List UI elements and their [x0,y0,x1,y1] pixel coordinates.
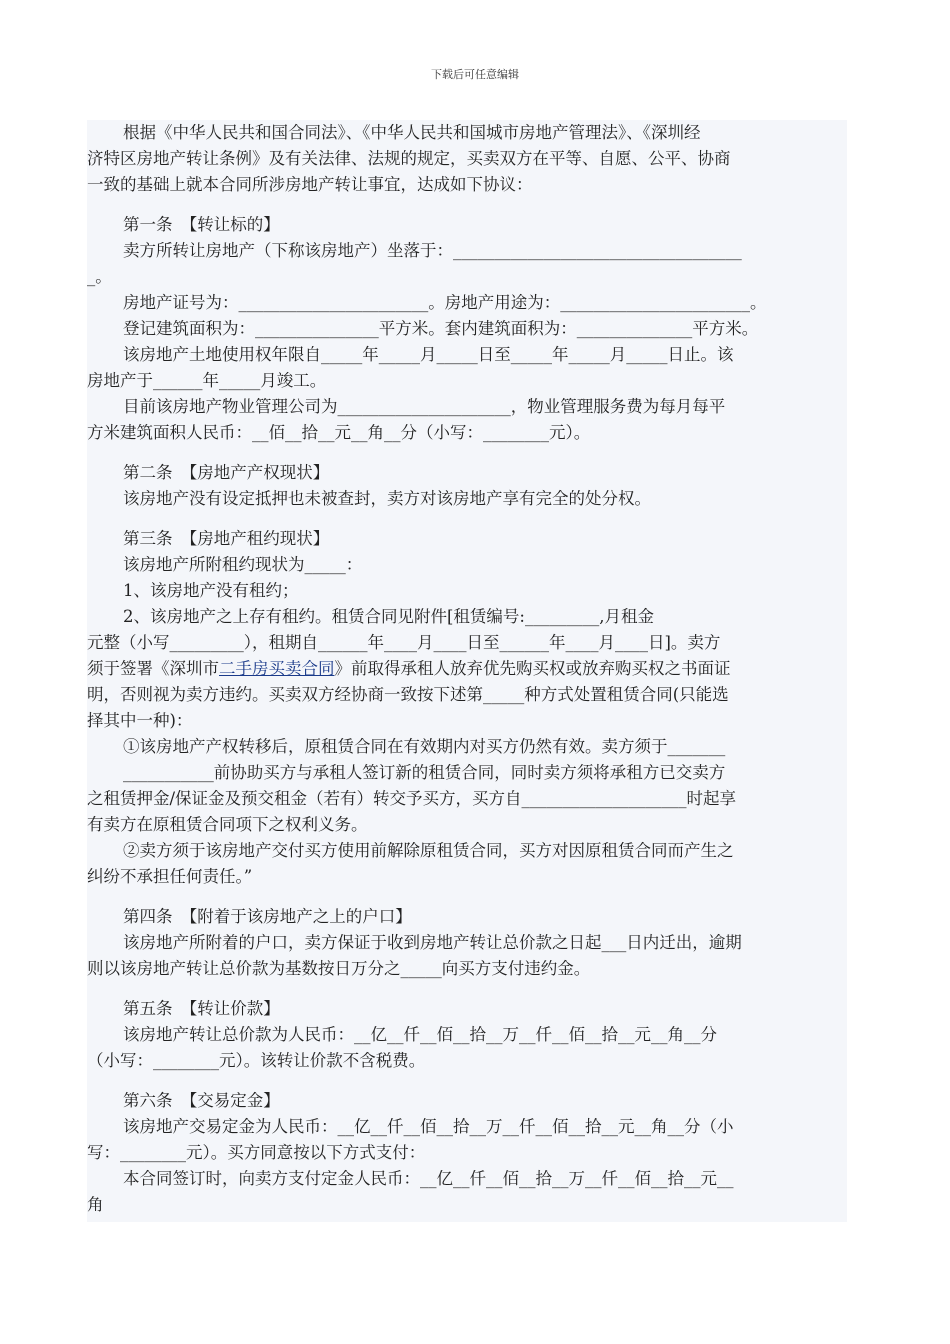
page-header: 下载后可任意编辑 [431,68,519,81]
article-3-line: ①该房地产产权转移后，原租赁合同在有效期内对买方仍然有效。卖方须于_______ [123,737,726,756]
intro-line-2: 济特区房地产转让条例》及有关法律、法规的规定，买卖双方在平等、自愿、公平、协商 [87,149,731,168]
article-5-line: （小写：________元）。该转让价款不含税费。 [87,1051,426,1070]
article-6-line: 本合同签订时，向卖方支付定金人民币：__亿__仟__佰__拾__万__仟__佰__拾__元__ [123,1169,734,1188]
article-6-title: 第六条 【交易定金】 [123,1091,280,1110]
article-4-title: 第四条 【附着于该房地产之上的户口】 [123,907,412,926]
article-2-title: 第二条 【房地产产权现状】 [123,463,330,482]
article-1-line: 房地产证号为：_______________________。房地产用途为：_______________________。 [123,293,767,312]
article-2-line: 该房地产没有设定抵押也未被查封，卖方对该房地产享有完全的处分权。 [123,489,651,508]
article-3-text: 》前取得承租人放弃优先购买权或放弃购买权之书面证 [334,659,731,678]
article-4-line: 该房地产所附着的户口，卖方保证于收到房地产转让总价款之日起___日内迁出，逾期 [123,933,742,952]
contract-body [87,120,847,1222]
article-1-line: 房地产于______年_____月竣工。 [87,371,327,390]
article-1-line: 该房地产土地使用权年限自_____年_____月_____日至_____年_____月_____日止。该 [123,345,734,364]
article-5-title: 第五条 【转让价款】 [123,999,280,1018]
article-3-line [87,656,847,682]
article-5-line: 该房地产转让总价款为人民币：__亿__仟__佰__拾__万__仟__佰__拾__元__角__分 [123,1025,717,1044]
article-1-line: 卖方所转让房地产（下称该房地产）坐落于：___________________________________ [123,241,742,260]
article-4-line: 则以该房地产转让总价款为基数按日万分之_____向买方支付违约金。 [87,959,591,978]
article-3-line: 之租赁押金/保证金及预交租金（若有）转交予买方，买方自____________________时起享 [87,789,737,808]
article-3-title: 第三条 【房地产租约现状】 [123,529,330,548]
contract-link[interactable]: 二手房买卖合同 [219,659,335,678]
article-6-line: 该房地产交易定金为人民币：__亿__仟__佰__拾__万__仟__佰__拾__元__角__分（小 [123,1117,734,1136]
article-1-title: 第一条 【转让标的】 [123,215,280,234]
article-3-line: 明，否则视为卖方违约。买卖双方经协商一致按下述第_____种方式处置租赁合同(只能选 [87,685,729,704]
intro-line-3: 一致的基础上就本合同所涉房地产转让事宜，达成如下协议： [87,175,533,194]
article-6-line: 写：________元）。买方同意按以下方式支付： [87,1143,426,1162]
article-3-line: ___________前协助买方与承租人签订新的租赁合同，同时卖方须将承租方已交卖方 [123,763,726,782]
article-3-line: 元整（小写_________），租期自______年____月____日至______年____月____日]。卖方 [87,633,721,652]
article-1-line: 目前该房地产物业管理公司为_____________________，物业管理服务费为每月每平 [123,397,726,416]
article-1-line: 登记建筑面积为：_______________平方米。套内建筑面积为：______________平方米。 [123,319,759,338]
article-3-line: 该房地产所附租约现状为_____： [123,555,363,574]
intro-line-1: 根据《中华人民共和国合同法》、《中华人民共和国城市房地产管理法》、《深圳经 [123,123,701,142]
article-3-line: 2、该房地产之上存有租约。租赁合同见附件[租赁编号:_________,月租金 [123,607,654,626]
article-3-line: ②卖方须于该房地产交付买方使用前解除原租赁合同，买方对因原租赁合同而产生之 [123,841,734,860]
article-1-line: 方米建筑面积人民币：__佰__拾__元__角__分（小写：________元）。 [87,423,591,442]
article-6-line: 角 [87,1195,104,1214]
article-1-line: _。 [87,267,112,286]
article-3-line: 有卖方在原租赁合同项下之权利义务。 [87,815,368,834]
article-3-line: 1、该房地产没有租约； [123,581,299,600]
article-3-line: 纠纷不承担任何责任。” [87,867,253,886]
article-3-text: 须于签署《深圳市 [87,659,219,678]
article-3-line: 择其中一种)： [87,711,193,730]
